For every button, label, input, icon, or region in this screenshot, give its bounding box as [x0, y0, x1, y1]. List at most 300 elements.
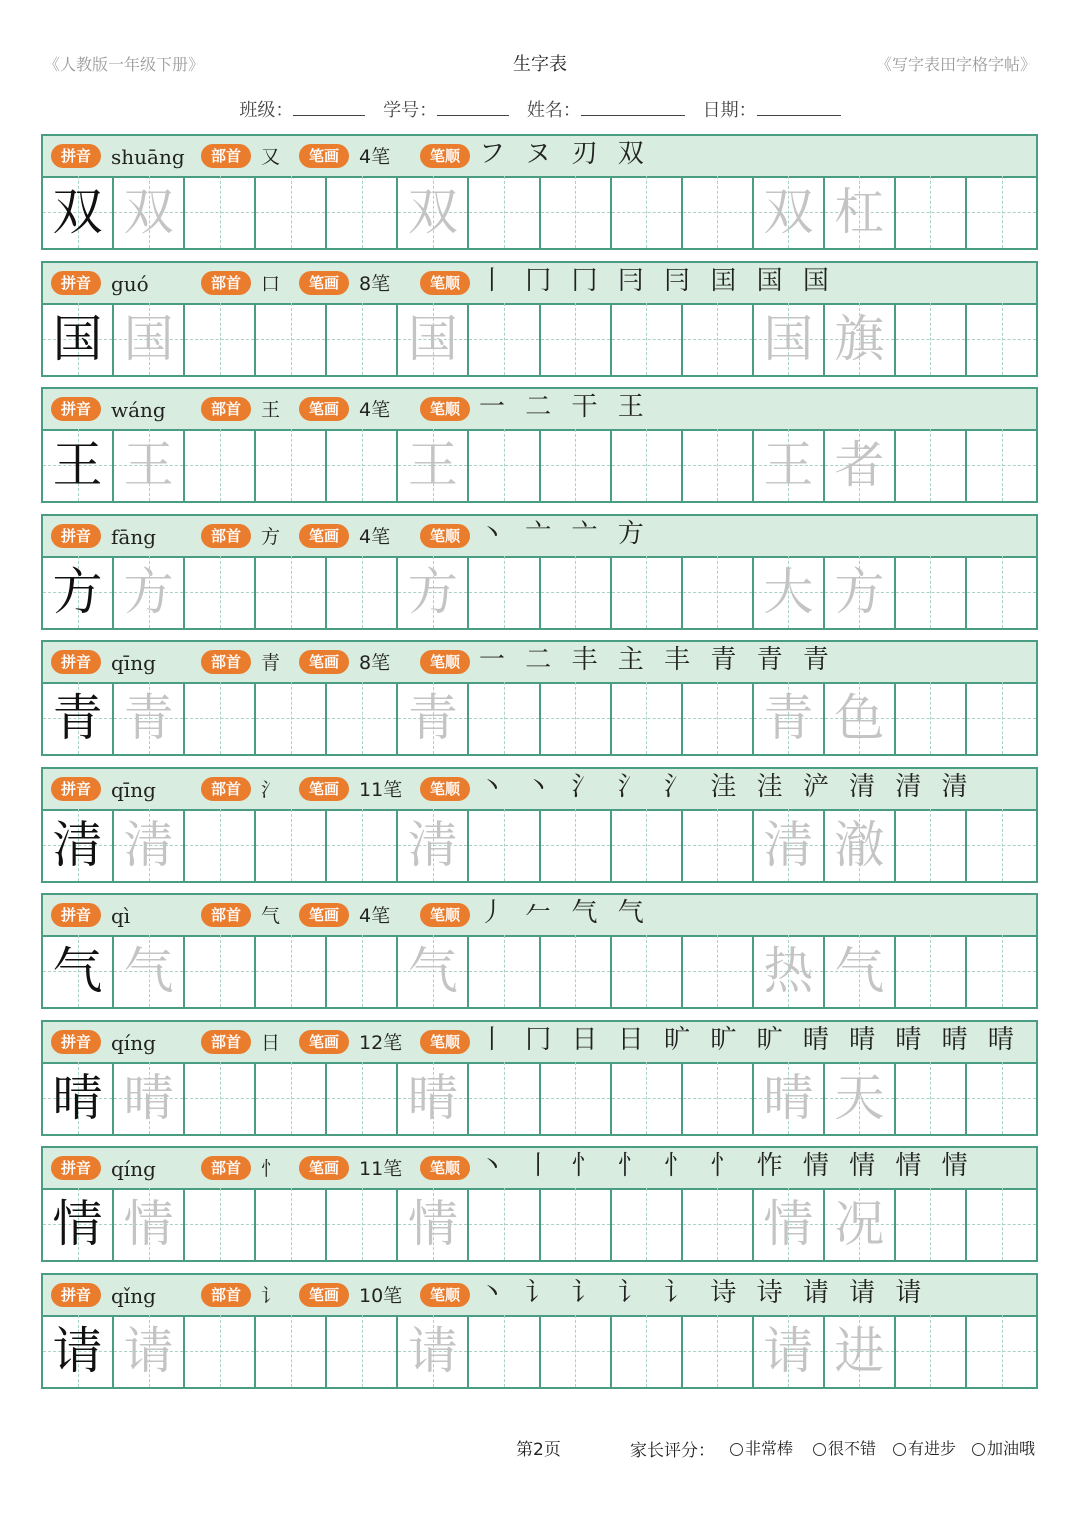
stroke-order-text: 一 二 干 王	[479, 392, 650, 422]
trace-character: 况	[834, 1195, 885, 1253]
practice-block	[41, 514, 1038, 630]
pinyin-text: shuāng	[111, 145, 185, 169]
trace-character: 色	[834, 689, 885, 747]
tianzige-grid	[43, 303, 1036, 375]
stroke-order-text: 一 二 丰 主 丰 青 青 青	[479, 645, 835, 675]
info-bar	[43, 895, 1036, 937]
grid-cell[interactable]	[896, 1062, 967, 1134]
grid-cell[interactable]	[327, 556, 398, 628]
pinyin-badge: 拼音	[51, 1030, 101, 1054]
grid-cell[interactable]	[327, 1188, 398, 1260]
grid-cell[interactable]	[825, 809, 896, 881]
model-character: 情	[52, 1195, 103, 1253]
grid-cell[interactable]	[541, 935, 612, 1007]
grid-cell[interactable]	[825, 935, 896, 1007]
grid-cell[interactable]	[327, 682, 398, 754]
pinyin-text: qīng	[111, 651, 156, 675]
pinyin-text: guó	[111, 272, 149, 296]
model-character: 王	[52, 436, 103, 494]
strokes-badge: 笔画	[299, 397, 349, 421]
grid-cell[interactable]	[967, 935, 1036, 1007]
radical-text: 氵	[261, 779, 281, 801]
grid-cell[interactable]	[114, 809, 185, 881]
grid-cell[interactable]	[754, 1188, 825, 1260]
grid-cell[interactable]	[398, 303, 469, 375]
grid-cell[interactable]	[256, 935, 327, 1007]
model-character: 请	[52, 1322, 103, 1380]
grid-cell[interactable]	[398, 1188, 469, 1260]
strokes-badge: 笔画	[299, 777, 349, 801]
grid-cell[interactable]	[327, 303, 398, 375]
trace-character: 国	[407, 310, 458, 368]
radical-text: 气	[261, 905, 281, 927]
grid-cell[interactable]	[469, 935, 540, 1007]
tianzige-grid	[43, 1062, 1036, 1134]
grid-cell[interactable]	[683, 682, 754, 754]
grid-cell[interactable]	[754, 556, 825, 628]
grid-cell[interactable]	[327, 1315, 398, 1387]
student-info-fields	[0, 96, 1080, 122]
practice-block	[41, 261, 1038, 377]
strokes-text: 8笔	[359, 652, 391, 674]
grid-cell[interactable]	[967, 303, 1036, 375]
order-badge: 笔顺	[420, 144, 470, 168]
tianzige-grid	[43, 809, 1036, 881]
tianzige-grid	[43, 176, 1036, 248]
rating-option-2[interactable]: 很不错	[813, 1436, 876, 1459]
info-bar	[43, 389, 1036, 431]
stroke-order-text: 丿 𠂉 气 气	[479, 898, 650, 928]
model-character: 国	[52, 310, 103, 368]
grid-cell[interactable]	[896, 429, 967, 501]
grid-cell[interactable]	[754, 809, 825, 881]
grid-cell[interactable]	[43, 556, 114, 628]
radical-badge: 部首	[201, 1030, 251, 1054]
grid-cell[interactable]	[683, 176, 754, 248]
trace-character: 方	[407, 563, 458, 621]
trace-character: 青	[123, 689, 174, 747]
trace-character: 国	[123, 310, 174, 368]
grid-cell[interactable]	[541, 1188, 612, 1260]
grid-cell[interactable]	[398, 935, 469, 1007]
trace-character: 气	[834, 942, 885, 1000]
grid-cell[interactable]	[469, 176, 540, 248]
radical-badge: 部首	[201, 650, 251, 674]
grid-cell[interactable]	[825, 682, 896, 754]
grid-cell[interactable]	[256, 556, 327, 628]
trace-character: 王	[123, 436, 174, 494]
grid-cell[interactable]	[541, 1315, 612, 1387]
grid-cell[interactable]	[683, 1188, 754, 1260]
trace-character: 杠	[834, 183, 885, 241]
strokes-text: 11笔	[359, 779, 403, 801]
grid-cell[interactable]	[825, 176, 896, 248]
grid-cell[interactable]	[256, 1188, 327, 1260]
grid-cell[interactable]	[896, 1188, 967, 1260]
pinyin-text: qíng	[111, 1031, 156, 1055]
trace-character: 晴	[407, 1069, 458, 1127]
info-bar	[43, 136, 1036, 178]
trace-character: 晴	[763, 1069, 814, 1127]
pinyin-badge: 拼音	[51, 271, 101, 295]
trace-character: 情	[123, 1195, 174, 1253]
practice-block	[41, 1020, 1038, 1136]
grid-cell[interactable]	[327, 809, 398, 881]
trace-character: 旗	[834, 310, 885, 368]
grid-cell[interactable]	[541, 682, 612, 754]
grid-cell[interactable]	[469, 1315, 540, 1387]
practice-block	[41, 640, 1038, 756]
grid-cell[interactable]	[683, 556, 754, 628]
grid-cell[interactable]	[683, 1315, 754, 1387]
grid-cell[interactable]	[114, 682, 185, 754]
grid-cell[interactable]	[683, 809, 754, 881]
strokes-badge: 笔画	[299, 144, 349, 168]
grid-cell[interactable]	[754, 682, 825, 754]
grid-cell[interactable]	[896, 1315, 967, 1387]
trace-character: 进	[834, 1322, 885, 1380]
trace-character: 澈	[834, 816, 885, 874]
radical-badge: 部首	[201, 1283, 251, 1307]
practice-block	[41, 1273, 1038, 1389]
grid-cell[interactable]	[967, 1188, 1036, 1260]
radical-badge: 部首	[201, 524, 251, 548]
grid-cell[interactable]	[754, 1315, 825, 1387]
radio-circle-icon	[730, 1443, 743, 1456]
grid-cell[interactable]	[398, 1062, 469, 1134]
radical-text: 王	[261, 399, 281, 421]
page-number: 第2页	[516, 1440, 561, 1460]
grid-cell[interactable]	[896, 176, 967, 248]
grid-cell[interactable]	[185, 682, 256, 754]
grid-cell[interactable]	[612, 809, 683, 881]
tianzige-grid	[43, 935, 1036, 1007]
page-title: 生字表	[513, 54, 567, 75]
trace-character: 天	[834, 1069, 885, 1127]
grid-cell[interactable]	[967, 556, 1036, 628]
grid-cell[interactable]	[398, 176, 469, 248]
series-title: 《写字表田字格字帖》	[875, 55, 1036, 74]
grid-cell[interactable]	[256, 176, 327, 248]
grid-cell[interactable]	[754, 1062, 825, 1134]
trace-character: 方	[834, 563, 885, 621]
info-bar	[43, 263, 1036, 305]
order-badge: 笔顺	[420, 271, 470, 295]
order-badge: 笔顺	[420, 1283, 470, 1307]
grid-cell[interactable]	[43, 1315, 114, 1387]
grid-cell[interactable]	[114, 176, 185, 248]
grid-cell[interactable]	[541, 1062, 612, 1134]
grid-cell[interactable]	[43, 809, 114, 881]
grid-cell[interactable]	[541, 809, 612, 881]
strokes-text: 12笔	[359, 1032, 403, 1054]
rating-option-3[interactable]: 有进步	[893, 1436, 956, 1459]
grid-cell[interactable]	[43, 682, 114, 754]
model-character: 双	[52, 183, 103, 241]
grid-cell[interactable]	[256, 303, 327, 375]
radical-text: 口	[261, 273, 281, 295]
grid-cell[interactable]	[612, 429, 683, 501]
class-field[interactable]: 班级：	[239, 96, 365, 122]
grid-cell[interactable]	[327, 935, 398, 1007]
grid-cell[interactable]	[185, 809, 256, 881]
grid-cell[interactable]	[256, 429, 327, 501]
grid-cell[interactable]	[469, 809, 540, 881]
grid-cell[interactable]	[541, 303, 612, 375]
grid-cell[interactable]	[896, 303, 967, 375]
grid-cell[interactable]	[185, 303, 256, 375]
grid-cell[interactable]	[469, 1062, 540, 1134]
strokes-text: 10笔	[359, 1285, 403, 1307]
grid-cell[interactable]	[825, 1315, 896, 1387]
radio-circle-icon	[972, 1443, 985, 1456]
grid-cell[interactable]	[967, 809, 1036, 881]
grid-cell[interactable]	[683, 1062, 754, 1134]
pinyin-text: qīng	[111, 778, 156, 802]
grid-cell[interactable]	[754, 429, 825, 501]
radical-badge: 部首	[201, 397, 251, 421]
radical-text: 忄	[261, 1158, 281, 1180]
grid-cell[interactable]	[967, 1315, 1036, 1387]
pinyin-badge: 拼音	[51, 144, 101, 168]
grid-cell[interactable]	[256, 1062, 327, 1134]
grid-cell[interactable]	[469, 429, 540, 501]
radical-badge: 部首	[201, 777, 251, 801]
trace-character: 清	[407, 816, 458, 874]
strokes-badge: 笔画	[299, 1283, 349, 1307]
grid-cell[interactable]	[469, 556, 540, 628]
practice-block	[41, 134, 1038, 250]
grid-cell[interactable]	[825, 303, 896, 375]
grid-cell[interactable]	[469, 682, 540, 754]
pinyin-text: qì	[111, 904, 131, 928]
grid-cell[interactable]	[327, 1062, 398, 1134]
grid-cell[interactable]	[114, 1315, 185, 1387]
grid-cell[interactable]	[683, 303, 754, 375]
grid-cell[interactable]	[43, 1188, 114, 1260]
order-badge: 笔顺	[420, 1156, 470, 1180]
pinyin-text: qǐng	[111, 1284, 156, 1308]
grid-cell[interactable]	[754, 935, 825, 1007]
strokes-text: 8笔	[359, 273, 391, 295]
grid-cell[interactable]	[612, 1315, 683, 1387]
strokes-text: 4笔	[359, 905, 391, 927]
order-badge: 笔顺	[420, 524, 470, 548]
grid-cell[interactable]	[967, 429, 1036, 501]
name-field[interactable]: 姓名：	[527, 96, 685, 122]
grid-cell[interactable]	[825, 1188, 896, 1260]
grid-cell[interactable]	[256, 682, 327, 754]
model-character: 清	[52, 816, 103, 874]
number-field[interactable]: 学号：	[383, 96, 509, 122]
grid-cell[interactable]	[327, 176, 398, 248]
grid-cell[interactable]	[114, 1062, 185, 1134]
grid-cell[interactable]	[612, 1188, 683, 1260]
grid-cell[interactable]	[612, 1062, 683, 1134]
trace-character: 情	[407, 1195, 458, 1253]
trace-character: 清	[123, 816, 174, 874]
pinyin-badge: 拼音	[51, 1156, 101, 1180]
stroke-order-text: 丨 冂 日 日 旷 旷 旷 晴 晴 晴 晴 晴	[479, 1025, 1020, 1055]
trace-character: 大	[763, 563, 814, 621]
grid-cell[interactable]	[398, 809, 469, 881]
info-bar	[43, 1022, 1036, 1064]
grid-cell[interactable]	[185, 556, 256, 628]
grid-cell[interactable]	[185, 429, 256, 501]
tianzige-grid	[43, 556, 1036, 628]
grid-cell[interactable]	[398, 429, 469, 501]
pinyin-badge: 拼音	[51, 903, 101, 927]
grid-cell[interactable]	[683, 935, 754, 1007]
strokes-badge: 笔画	[299, 1030, 349, 1054]
grid-cell[interactable]	[398, 556, 469, 628]
grid-cell[interactable]	[327, 429, 398, 501]
strokes-text: 4笔	[359, 526, 391, 548]
grid-cell[interactable]	[469, 303, 540, 375]
trace-character: 晴	[123, 1069, 174, 1127]
trace-character: 双	[407, 183, 458, 241]
strokes-badge: 笔画	[299, 903, 349, 927]
trace-character: 双	[763, 183, 814, 241]
radical-badge: 部首	[201, 903, 251, 927]
grid-cell[interactable]	[541, 556, 612, 628]
trace-character: 方	[123, 563, 174, 621]
radical-badge: 部首	[201, 1156, 251, 1180]
practice-block	[41, 1146, 1038, 1262]
strokes-badge: 笔画	[299, 650, 349, 674]
stroke-order-text: 丶 丶 氵 氵 氵 洼 洼 浐 清 清 清	[479, 772, 974, 802]
trace-character: 情	[763, 1195, 814, 1253]
radio-circle-icon	[893, 1443, 906, 1456]
pinyin-text: fāng	[111, 525, 157, 549]
grid-cell[interactable]	[256, 1315, 327, 1387]
grid-cell[interactable]	[896, 682, 967, 754]
grid-cell[interactable]	[612, 682, 683, 754]
grid-cell[interactable]	[612, 556, 683, 628]
grid-cell[interactable]	[896, 556, 967, 628]
trace-character: 气	[407, 942, 458, 1000]
radio-circle-icon	[813, 1443, 826, 1456]
rating-option-4[interactable]: 加油哦	[972, 1436, 1035, 1459]
model-character: 方	[52, 563, 103, 621]
grid-cell[interactable]	[896, 935, 967, 1007]
pinyin-badge: 拼音	[51, 650, 101, 674]
grid-cell[interactable]	[185, 935, 256, 1007]
grid-cell[interactable]	[398, 682, 469, 754]
radical-text: 又	[261, 146, 281, 168]
info-bar	[43, 642, 1036, 684]
grid-cell[interactable]	[185, 1315, 256, 1387]
info-bar	[43, 769, 1036, 811]
grid-cell[interactable]	[43, 1062, 114, 1134]
grid-cell[interactable]	[825, 429, 896, 501]
info-bar	[43, 516, 1036, 558]
grid-cell[interactable]	[398, 1315, 469, 1387]
grid-cell[interactable]	[114, 556, 185, 628]
order-badge: 笔顺	[420, 777, 470, 801]
radical-badge: 部首	[201, 271, 251, 295]
trace-character: 王	[407, 436, 458, 494]
grid-cell[interactable]	[43, 176, 114, 248]
tianzige-grid	[43, 1315, 1036, 1387]
grid-cell[interactable]	[114, 1188, 185, 1260]
trace-character: 清	[763, 816, 814, 874]
grid-cell[interactable]	[612, 935, 683, 1007]
grid-cell[interactable]	[754, 303, 825, 375]
trace-character: 热	[763, 942, 814, 1000]
info-bar	[43, 1148, 1036, 1190]
grid-cell[interactable]	[967, 176, 1036, 248]
strokes-text: 4笔	[359, 399, 391, 421]
grid-cell[interactable]	[185, 1188, 256, 1260]
trace-character: 青	[763, 689, 814, 747]
trace-character: 气	[123, 942, 174, 1000]
grid-cell[interactable]	[114, 429, 185, 501]
date-field[interactable]: 日期：	[703, 96, 841, 122]
grid-cell[interactable]	[541, 429, 612, 501]
practice-block	[41, 767, 1038, 883]
grid-cell[interactable]	[683, 429, 754, 501]
grid-cell[interactable]	[185, 176, 256, 248]
info-bar	[43, 1275, 1036, 1317]
stroke-order-text: 丨 冂 冂 冃 冃 囯 国 国	[479, 266, 835, 296]
strokes-badge: 笔画	[299, 271, 349, 295]
model-character: 晴	[52, 1069, 103, 1127]
grid-cell[interactable]	[896, 809, 967, 881]
grid-cell[interactable]	[612, 303, 683, 375]
grid-cell[interactable]	[185, 1062, 256, 1134]
stroke-order-text: 丶 讠 讠 讠 讠 诗 诗 请 请 请	[479, 1278, 928, 1308]
order-badge: 笔顺	[420, 1030, 470, 1054]
trace-character: 王	[763, 436, 814, 494]
parent-rating-label: 家长评分：	[630, 1441, 715, 1461]
grid-cell[interactable]	[114, 935, 185, 1007]
trace-character: 国	[763, 310, 814, 368]
grid-cell[interactable]	[825, 556, 896, 628]
grid-cell[interactable]	[469, 1188, 540, 1260]
model-character: 青	[52, 689, 103, 747]
grid-cell[interactable]	[754, 176, 825, 248]
grid-cell[interactable]	[43, 303, 114, 375]
grid-cell[interactable]	[967, 1062, 1036, 1134]
grid-cell[interactable]	[43, 429, 114, 501]
stroke-order-text: 丶 丨 忄 忄 忄 忄 怍 情 情 情 情	[479, 1151, 974, 1181]
strokes-badge: 笔画	[299, 1156, 349, 1180]
radical-text: 日	[261, 1032, 281, 1054]
tianzige-grid	[43, 682, 1036, 754]
trace-character: 请	[407, 1322, 458, 1380]
stroke-order-text: 丶 亠 亠 方	[479, 519, 650, 549]
radical-text: 青	[261, 652, 281, 674]
pinyin-badge: 拼音	[51, 524, 101, 548]
grid-cell[interactable]	[114, 303, 185, 375]
grid-cell[interactable]	[612, 176, 683, 248]
model-character: 气	[52, 942, 103, 1000]
trace-character: 者	[834, 436, 885, 494]
pinyin-text: wáng	[111, 398, 166, 422]
grid-cell[interactable]	[967, 682, 1036, 754]
practice-block	[41, 387, 1038, 503]
grid-cell[interactable]	[825, 1062, 896, 1134]
trace-character: 双	[123, 183, 174, 241]
grid-cell[interactable]	[256, 809, 327, 881]
rating-option-1[interactable]: 非常棒	[730, 1436, 793, 1459]
grid-cell[interactable]	[43, 935, 114, 1007]
grid-cell[interactable]	[541, 176, 612, 248]
pinyin-text: qíng	[111, 1157, 156, 1181]
radical-badge: 部首	[201, 144, 251, 168]
pinyin-badge: 拼音	[51, 397, 101, 421]
